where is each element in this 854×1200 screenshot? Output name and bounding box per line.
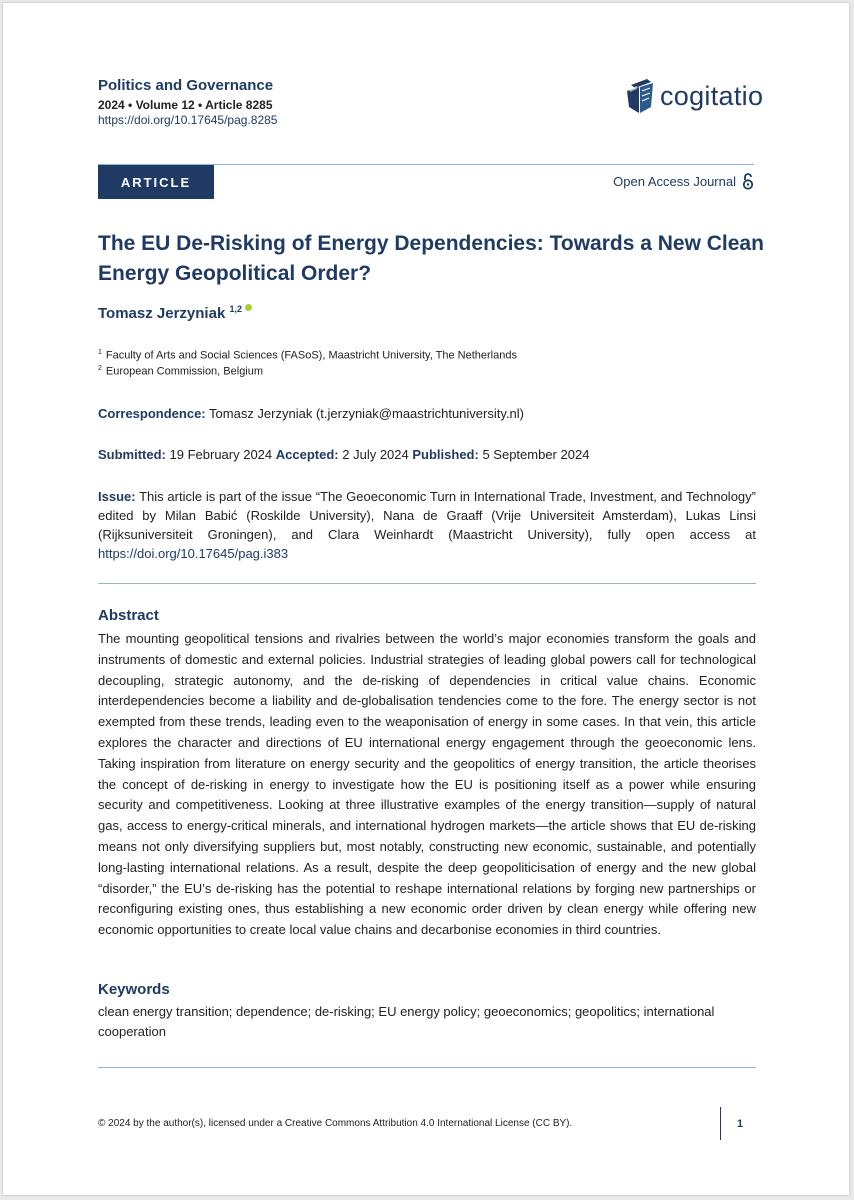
- journal-name: Politics and Governance: [98, 77, 274, 94]
- cogitatio-logo: [623, 77, 763, 121]
- submitted-label: Submitted:: [98, 447, 166, 462]
- volume-line: 2024 • Volume 12 • Article 8285: [98, 98, 273, 112]
- correspondence-text: Tomasz Jerzyniak (t.jerzyniak@maastrichtuniversity.nl): [209, 406, 524, 421]
- open-access-label: [613, 173, 754, 190]
- issue-note: [98, 487, 756, 563]
- author-name[interactable]: Tomasz Jerzyniak: [98, 305, 226, 322]
- issue-label: Issue:: [98, 489, 136, 504]
- abstract-heading: Abstract: [98, 607, 159, 624]
- orcid-icon[interactable]: [245, 304, 252, 311]
- submitted-date: 19 February 2024: [169, 447, 273, 462]
- affiliation-number: 2: [98, 365, 102, 372]
- accepted-label: Accepted:: [275, 447, 339, 462]
- issue-doi-link[interactable]: https://doi.org/10.17645/pag.i383: [98, 546, 289, 561]
- affiliation-text: Faculty of Arts and Social Sciences (FASoS), Maastricht University, The Netherlands: [105, 349, 517, 362]
- license-footer: © 2024 by the author(s), licensed under a Creative Commons Attribution 4.0 International License (CC BY).: [98, 1118, 573, 1129]
- article-doi-link[interactable]: https://doi.org/10.17645/pag.8285: [98, 113, 278, 127]
- published-date: 5 September 2024: [482, 447, 590, 462]
- affiliation-1: [98, 349, 517, 362]
- footer-divider: [720, 1107, 721, 1140]
- article-title: The EU De-Risking of Energy Dependencies: Towards a New Clean Energy Geopolitical Order?: [98, 232, 764, 285]
- correspondence: [98, 406, 524, 421]
- accepted-date: 2 July 2024: [342, 447, 409, 462]
- keywords-text: clean energy transition; dependence; de-risking; EU energy policy; geoeconomics; geopolitics; international cooperation: [98, 1004, 715, 1039]
- affiliation-text: European Commission, Belgium: [105, 365, 264, 378]
- author-affiliation-sup: 1,2: [229, 304, 242, 314]
- article-type-badge: ARTICLE: [98, 165, 214, 199]
- affiliation-number: 1: [98, 349, 102, 356]
- issue-text: This article is part of the issue “The Geoeconomic Turn in International Trade, Investment, and Technology” edited by Milan Babić (Roskilde University), Nana de Graaff (Vrije Universiteit Amsterdam), Lukas Linsi (Rijksuniversiteit Groningen), and Clara Weinhardt (Maastricht University), fully open access at: [98, 489, 756, 542]
- open-access-icon: [742, 173, 754, 190]
- keywords-heading: Keywords: [98, 981, 170, 998]
- footer-rule: [98, 1067, 756, 1068]
- published-label: Published:: [412, 447, 479, 462]
- cogitatio-book-icon: [623, 77, 657, 117]
- logo-text: cogitatio: [660, 81, 764, 111]
- affiliation-2: [98, 365, 263, 378]
- section-rule: [98, 583, 756, 584]
- correspondence-label: Correspondence:: [98, 406, 206, 421]
- paper-page: [3, 3, 849, 1195]
- page-number: 1: [737, 1118, 744, 1130]
- dates-line: [98, 447, 589, 462]
- author: [98, 304, 252, 322]
- abstract-text: The mounting geopolitical tensions and rivalries between the world’s major economies transform the goals and instruments of domestic and external policies. Industrial strategies of leading global powers call for technological decoupling, strategic autonomy, and the de-risking of dependencies in critical value chains. Economic interdependencies become a liability and de-globalisation tendencies come to the fore. The energy sector is not exempted from these trends, leading even to the weaponisation of energy in some cases. In that vein, this article explores the character and directions of EU international energy engagement through the geoeconomic lens. Taking inspiration from literature on energy security and the geopolitics of energy transition, the article theorises the concept of de-risking in energy to investigate how the EU is positioning itself as a power while ensuring security and competitiveness. Looking at three illustrative examples of the energy transition—supply of natural gas, access to energy-critical minerals, and international hydrogen markets—the article shows that EU de-risking means not only diversifying suppliers but, most notably, constructing new economic, sustainable, and potentially long-lasting international relations. As a result, despite the deep geopoliticisation of energy and the new global “disorder,” the EU’s de-risking has the potential to reshape international relations by forging new partnerships or reconfiguring existing ones, thus establishing a new economic order driven by clean energy while offering new economic opportunities to create local value chains and decarbonise economies in third countries.: [98, 631, 756, 938]
- open-access-text: Open Access Journal: [613, 174, 736, 189]
